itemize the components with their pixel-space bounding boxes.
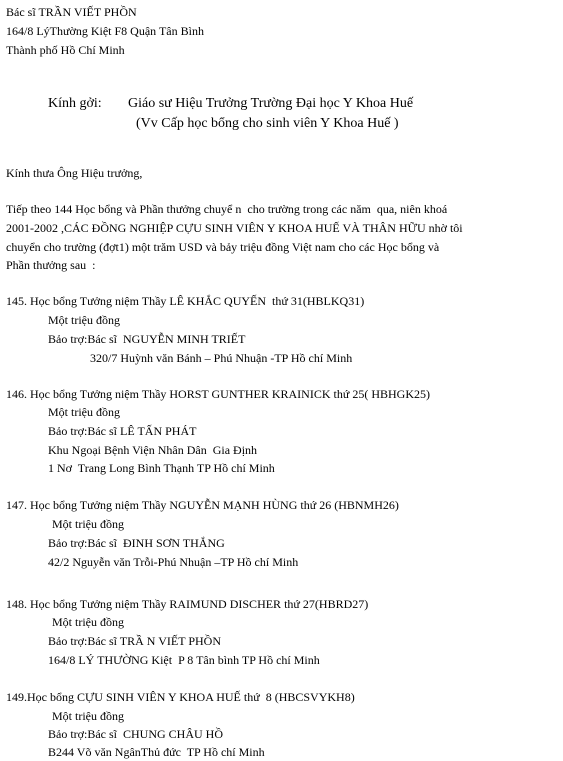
scholarship-sponsor: Bảo trợ:Bác sĩ TRẦ N VIẾT PHỒN [48,634,222,648]
letter-subject: (Vv Cấp học bổng cho sinh viên Y Khoa Huế ) [136,116,399,131]
intro-line: Tiếp theo 144 Học bổng và Phần thưởng chuyể n cho trường trong các năm qua, niên khoá [6,202,448,216]
scholarship-address: 1 Nơ Trang Long Bình Thạnh TP Hồ chí Minh [48,461,275,475]
scholarship-address: Khu Ngoại Bệnh Viện Nhân Dân Gia Định [48,443,258,457]
greeting: Kính thưa Ông Hiệu trưởng, [6,166,143,180]
sender-address-line1: 164/8 LýThường Kiệt F8 Quận Tân Bình [6,24,204,38]
intro-line: chuyển cho trường (đợt1) một trăm USD và bảy triệu đồng Việt nam cho các Học bổng và [6,240,440,254]
scholarship-address: 320/7 Huỳnh văn Bánh – Phú Nhuận -TP Hồ chí Minh [90,351,353,365]
scholarship-title: 149.Học bổng CỰU SINH VIÊN Y KHOA HUẾ thứ 8 (HBCSVYKH8) [6,690,355,704]
scholarship-amount: Một triệu đồng [52,615,124,629]
scholarship-sponsor: Bảo trợ:Bác sĩ ĐINH SƠN THẮNG [48,536,225,550]
scholarship-amount: Một triệu đồng [48,405,120,419]
sender-name: Bác sĩ TRẦN VIẾT PHỒN [6,5,137,19]
scholarship-address: 42/2 Nguyễn văn Trỗi-Phú Nhuận –TP Hồ chí Minh [48,555,299,569]
recipient-title: Giáo sư Hiệu Trưởng Trường Đại học Y Khoa Huế [128,96,414,111]
scholarship-sponsor: Bảo trợ:Bác sĩ LÊ TẤN PHÁT [48,424,197,438]
scholarship-title: 145. Học bổng Tưởng niệm Thầy LÊ KHẮC QUYẾN thứ 31(HBLKQ31) [6,294,365,308]
salutation-label: Kính gởi: [48,96,102,111]
scholarship-title: 147. Học bổng Tưởng niệm Thầy NGUYỄN MẠNH HÙNG thứ 26 (HBNMH26) [6,498,399,512]
scholarship-amount: Một triệu đồng [52,709,124,723]
scholarship-title: 148. Học bổng Tưởng niệm Thầy RAIMUND DISCHER thứ 27(HBRD27) [6,597,369,611]
scholarship-title: 146. Học bổng Tưởng niệm Thầy HORST GUNTHER KRAINICK thứ 25( HBHGK25) [6,387,431,401]
scholarship-sponsor: Bảo trợ:Bác sĩ NGUYỄN MINH TRIẾT [48,332,246,346]
scholarship-address: B244 Võ văn NgânThủ đức TP Hồ chí Minh [48,745,265,759]
scholarship-address: 164/8 LÝ THƯỜNG Kiệt P 8 Tân bình TP Hồ chí Minh [48,653,320,667]
scholarship-amount: Một triệu đồng [52,517,124,531]
intro-line: Phần thưởng sau : [6,258,96,272]
intro-line: 2001-2002 ,CÁC ĐỒNG NGHIỆP CỰU SINH VIÊN Y KHOA HUẾ VÀ THÂN HỮU nhờ tôi [6,221,463,235]
scholarship-amount: Một triệu đồng [48,313,120,327]
scholarship-sponsor: Bảo trợ:Bác sĩ CHUNG CHÂU HỒ [48,727,224,741]
sender-address-line2: Thành phố Hồ Chí Minh [6,43,125,57]
